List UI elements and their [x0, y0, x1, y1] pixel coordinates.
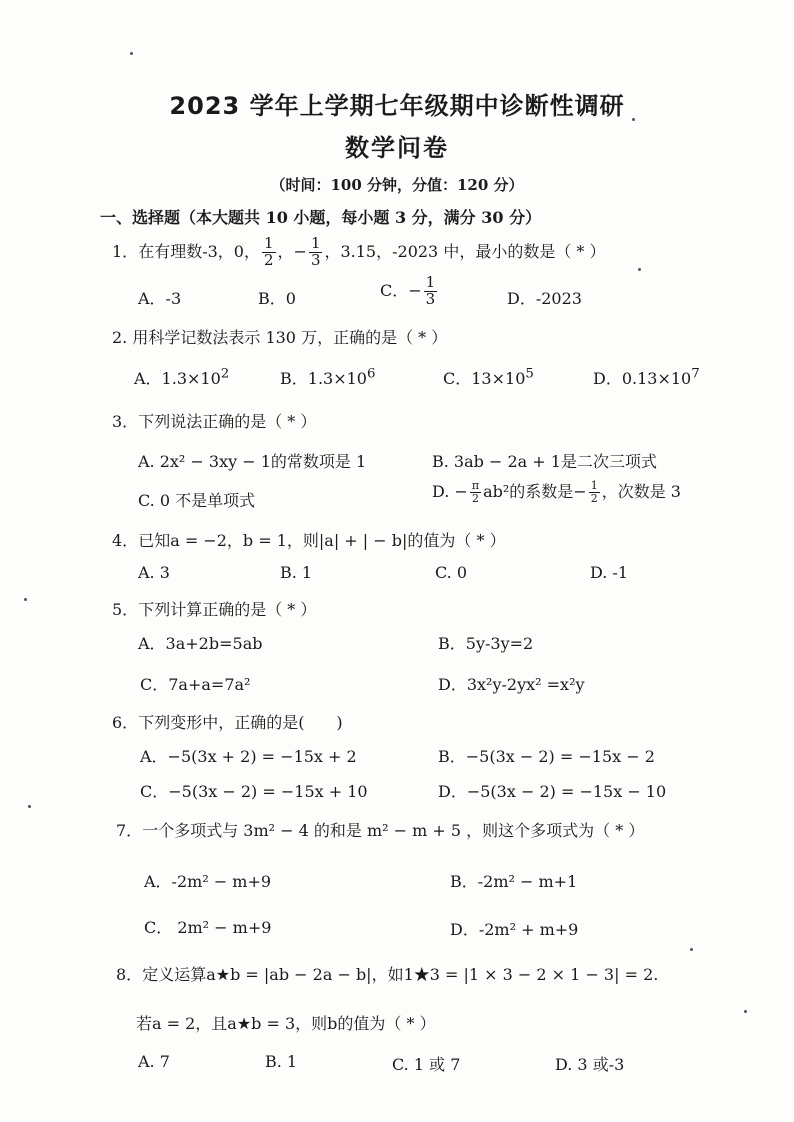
- question-text: 下列计算正确的是（ * ）: [138, 600, 317, 619]
- option-text: C．13×10: [443, 369, 526, 388]
- question-number: 7．: [116, 821, 143, 840]
- fraction-numerator: 1: [590, 479, 598, 493]
- option-a: A．-3: [138, 289, 182, 308]
- question-number: 1．: [112, 241, 139, 261]
- option-text: D. −: [432, 482, 468, 501]
- option-text: A．1.3×10: [134, 369, 221, 388]
- fraction-denominator: 2: [263, 250, 274, 269]
- option-d: D．3x²y-2yx² =x²y: [438, 675, 585, 694]
- fraction-denominator: 3: [425, 289, 436, 308]
- option-b: B．-2m² − m+1: [450, 872, 578, 891]
- option-d: D．-2023: [507, 289, 582, 308]
- option-c: C. 1 或 7: [392, 1055, 461, 1074]
- scan-speck: [130, 52, 133, 55]
- option-b: B．5y-3y=2: [438, 634, 534, 653]
- question-text: 下列变形中，正确的是( ): [138, 713, 343, 732]
- option-c: C． 2m² − m+9: [144, 918, 272, 937]
- fraction-numerator: π: [471, 479, 480, 493]
- question-text: ，−: [277, 241, 307, 261]
- fraction: [589, 480, 600, 504]
- option-a: A. 7: [138, 1052, 170, 1071]
- scan-speck: [690, 948, 693, 951]
- exponent: 6: [366, 366, 376, 382]
- question-2: [112, 325, 447, 348]
- question-text: 在有理数-3，0，: [138, 241, 260, 261]
- question-3: [112, 409, 316, 432]
- question-text: 定义运算a★b = |ab − 2a − b|，如1★3 = |1 × 3 − 2 × 1 − 3| = 2.: [142, 965, 659, 984]
- fraction: [262, 236, 276, 269]
- option-d: D. -1: [590, 563, 629, 582]
- fraction: [470, 480, 481, 504]
- option-a: A. 3: [138, 563, 170, 582]
- option-d: D．-2m² + m+9: [450, 920, 579, 939]
- option-a: A．3a+2b=5ab: [138, 634, 263, 653]
- question-text: 下列说法正确的是（ * ）: [138, 412, 317, 431]
- question-number: 6．: [112, 713, 139, 732]
- question-number: 4．: [112, 531, 139, 550]
- option-b: B. 3ab − 2a + 1是二次三项式: [432, 452, 657, 471]
- option-b: B．−5(3x − 2) = −15x − 2: [438, 747, 655, 766]
- question-number: 2.: [112, 328, 128, 347]
- scan-speck: [744, 1010, 747, 1013]
- option-a: A. 2x² − 3xy − 1的常数项是 1: [138, 452, 367, 471]
- question-4: [112, 528, 506, 551]
- option-c: C．7a+a=7a²: [140, 675, 251, 694]
- question-number: 3．: [112, 412, 139, 431]
- option-d: D．−5(3x − 2) = −15x − 10: [438, 782, 667, 801]
- option-a: A．−5(3x + 2) = −15x + 2: [140, 747, 357, 766]
- option-c: C. 0 不是单项式: [138, 491, 256, 510]
- scan-speck: [28, 805, 31, 808]
- question-number: 8．: [116, 965, 143, 984]
- option-c: C．−5(3x − 2) = −15x + 10: [140, 782, 368, 801]
- fraction-numerator: 1: [310, 234, 321, 252]
- option-c: [380, 275, 439, 308]
- question-8-line-2: 若a = 2，且a★b = 3，则b的值为（ * ）: [136, 1014, 436, 1033]
- question-7: [116, 818, 644, 841]
- scan-speck: [638, 268, 641, 271]
- option-text: ab²的系数是−: [483, 482, 587, 501]
- option-b: [280, 366, 375, 389]
- option-b: B．0: [258, 289, 296, 308]
- option-text: ，次数是 3: [601, 482, 681, 501]
- question-text: 用科学记数法表示 130 万，正确的是（ * ）: [132, 328, 448, 347]
- section-heading: 一、选择题（本大题共 10 小题，每小题 3 分，满分 30 分）: [100, 208, 542, 227]
- exponent: 7: [691, 366, 700, 382]
- page-title: 2023 学年上学期七年级期中诊断性调研: [169, 92, 625, 120]
- option-text: C．−: [380, 280, 422, 300]
- option-b: B. 1: [265, 1052, 298, 1071]
- question-6: [112, 710, 343, 733]
- fraction-denominator: 3: [310, 250, 321, 269]
- fraction-denominator: 2: [590, 492, 598, 505]
- option-d: [432, 479, 681, 505]
- scan-speck: [632, 118, 635, 121]
- fraction-denominator: 2: [471, 492, 479, 505]
- option-text: D．0.13×10: [593, 369, 692, 388]
- option-d: [593, 366, 700, 389]
- scan-speck: [24, 598, 27, 601]
- page-subtitle: 数学问卷: [345, 134, 449, 162]
- exponent: 5: [525, 366, 534, 382]
- question-8: [116, 962, 658, 985]
- question-1: [112, 236, 606, 269]
- option-a: A．-2m² − m+9: [144, 872, 272, 891]
- option-c: [443, 366, 534, 389]
- question-5: [112, 597, 316, 620]
- question-text: ，3.15，-2023 中，最小的数是（ * ）: [324, 241, 606, 261]
- exponent: 2: [220, 366, 230, 382]
- option-text: B．1.3×10: [280, 369, 367, 388]
- fraction: [424, 275, 438, 308]
- option-a: [134, 366, 229, 389]
- option-d: D. 3 或-3: [555, 1055, 625, 1074]
- fraction-numerator: 1: [263, 234, 274, 252]
- question-text: 一个多项式与 3m² − 4 的和是 m² − m + 5 ，则这个多项式为（ * ）: [142, 821, 645, 840]
- fraction-numerator: 1: [425, 273, 436, 291]
- option-c: C. 0: [435, 563, 468, 582]
- option-b: B. 1: [280, 563, 313, 582]
- question-number: 5．: [112, 600, 139, 619]
- exam-info: （时间：100 分钟，分值：120 分）: [270, 176, 524, 194]
- fraction: [309, 236, 323, 269]
- question-text: 已知a = −2，b = 1，则|a| + | − b|的值为（ * ）: [138, 531, 506, 550]
